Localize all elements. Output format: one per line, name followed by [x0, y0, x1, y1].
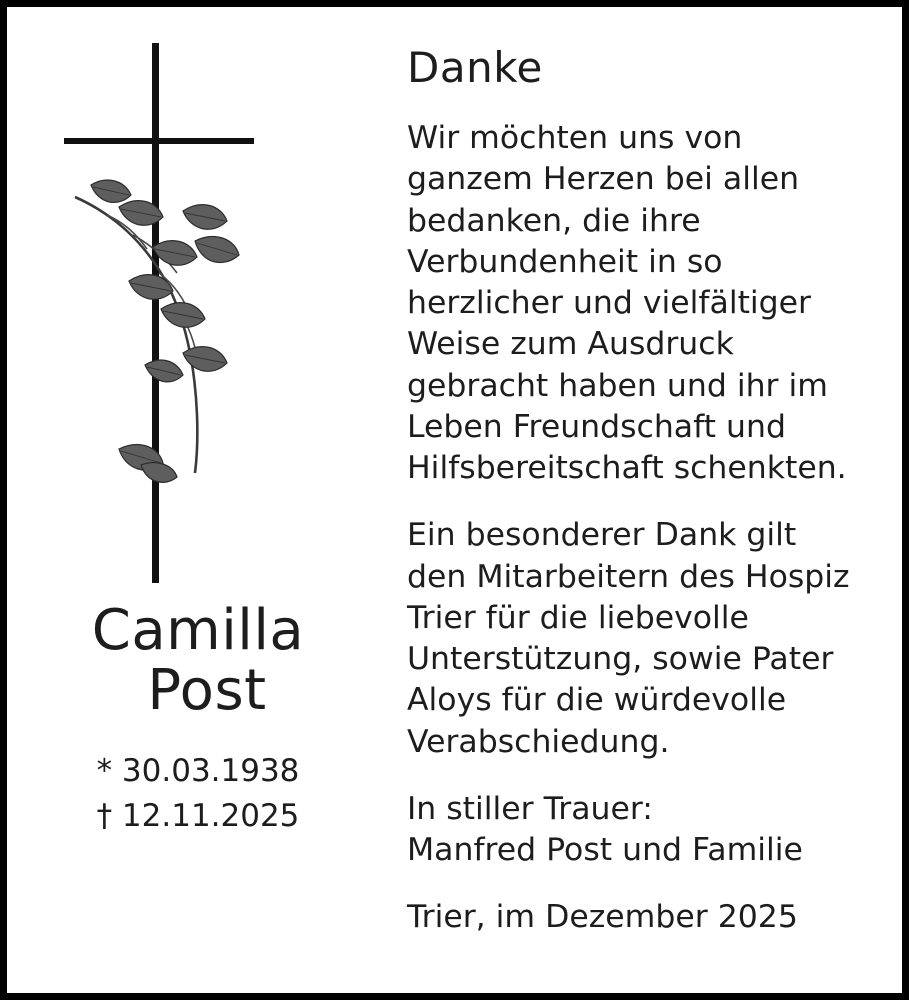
thanks-paragraph: Wir möchten uns von ganzem Herzen bei allen bedanken, die ihre Verbundenheit in so herzlicher und vielfältiger Weise zum Ausdruck gebracht haben und ihr im Leben Freundschaft und Hilfsbereitschaft schenkten.: [407, 120, 847, 486]
deceased-name: [91, 598, 305, 723]
deceased-first-name: Camilla: [91, 598, 305, 663]
left-column: [7, 7, 389, 993]
special-thanks-paragraph: Ein besonderer Dank gilt den Mitarbeitern des Hospiz Trier für die liebevolle Unterstützung, sowie Pater Aloys für die würdevolle Verabschiedung.: [407, 517, 850, 760]
life-dates: [97, 749, 300, 839]
page-title: Danke: [407, 43, 543, 92]
cross-with-birch-branch-icon: [33, 35, 363, 595]
place-date-paragraph: Trier, im Dezember 2025: [407, 899, 798, 936]
birth-date: * 30.03.1938: [96, 752, 300, 789]
right-column: [389, 7, 902, 993]
death-date: † 12.11.2025: [96, 797, 300, 834]
deceased-last-name: Post: [147, 657, 267, 723]
mourners-paragraph: In stiller Trauer: Manfred Post und Familie: [407, 790, 803, 868]
